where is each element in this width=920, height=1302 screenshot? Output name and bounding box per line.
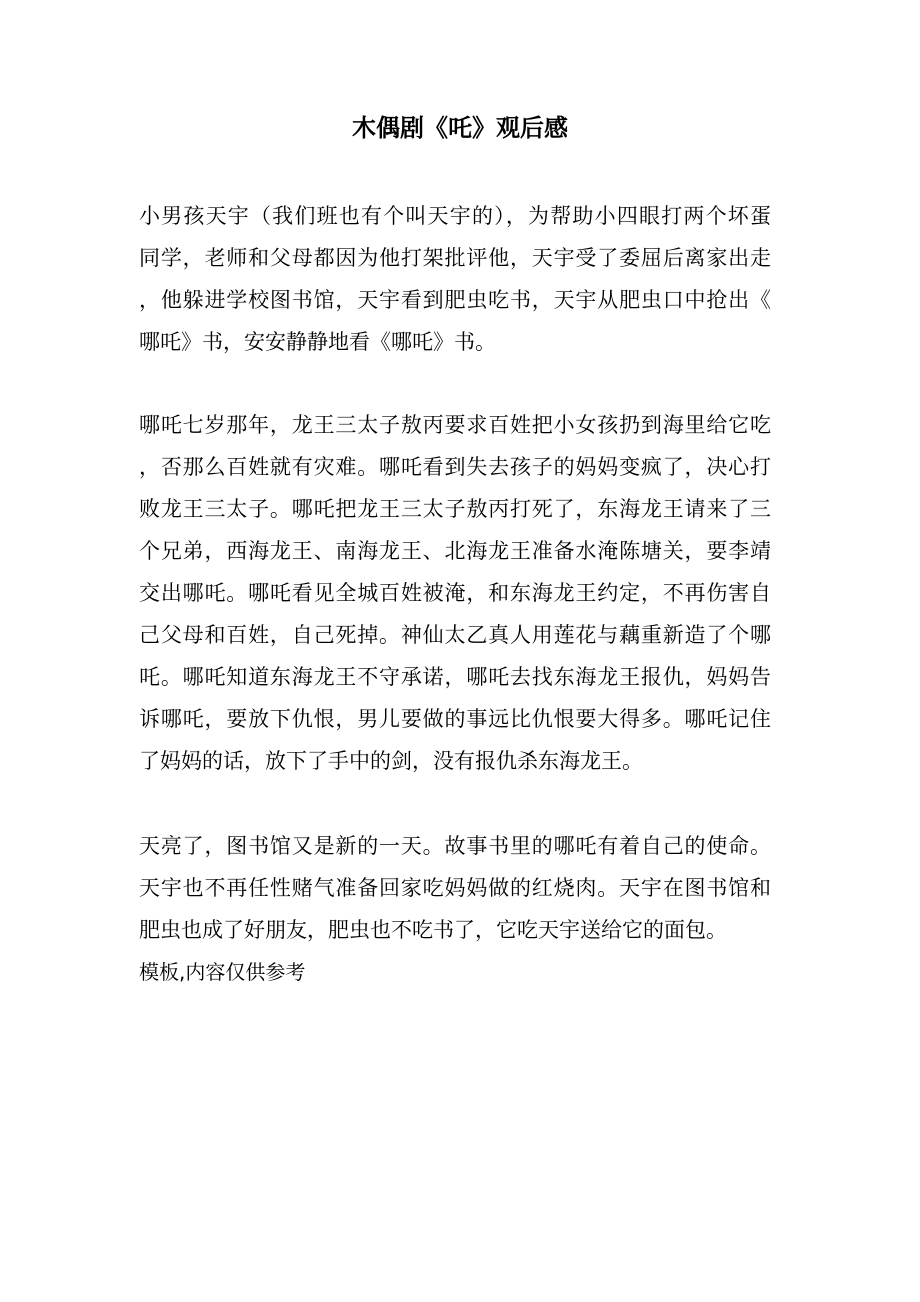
paragraph-line: 天亮了，图书馆又是新的一天。故事书里的哪吒有着自己的使命。 xyxy=(139,834,771,858)
paragraph-line: 交出哪吒。哪吒看见全城百姓被淹，和东海龙王约定，不再伤害自 xyxy=(139,581,771,605)
paragraph-line: 败龙王三太子。哪吒把龙王三太子敖丙打死了，东海龙王请来了三 xyxy=(139,497,771,521)
paragraph-line: 个兄弟，西海龙王、南海龙王、北海龙王准备水淹陈塘关，要李靖 xyxy=(139,539,771,563)
paragraph-line: ，他躲进学校图书馆，天宇看到肥虫吃书，天宇从肥虫口中抢出《 xyxy=(139,288,771,312)
paragraph-line: 哪吒》书，安安静静地看《哪吒》书。 xyxy=(139,330,496,354)
paragraph-line: 肥虫也成了好朋友，肥虫也不吃书了，它吃天宇送给它的面包。 xyxy=(139,918,727,942)
paragraph-line: 诉哪吒，要放下仇恨，男儿要做的事远比仇恨要大得多。哪吒记住 xyxy=(139,707,771,731)
template-disclaimer: 模板,内容仅供参考 xyxy=(139,960,306,984)
paragraph-line: 了妈妈的话，放下了手中的剑，没有报仇杀东海龙王。 xyxy=(139,749,643,773)
document-title: 木偶剧《吒》观后感 xyxy=(352,113,568,142)
paragraph-line: 天宇也不再任性赌气准备回家吃妈妈做的红烧肉。天宇在图书馆和 xyxy=(139,876,771,900)
paragraph-line: 哪吒七岁那年，龙王三太子敖丙要求百姓把小女孩扔到海里给它吃 xyxy=(139,413,771,437)
paragraph-line: 同学，老师和父母都因为他打架批评他，天宇受了委屈后离家出走 xyxy=(139,246,771,270)
paragraph-line: 小男孩天宇（我们班也有个叫天宇的），为帮助小四眼打两个坏蛋 xyxy=(139,204,771,228)
paragraph-line: 吒。哪吒知道东海龙王不守承诺，哪吒去找东海龙王报仇，妈妈告 xyxy=(139,665,771,689)
paragraph-line: ，否那么百姓就有灾难。哪吒看到失去孩子的妈妈变疯了，决心打 xyxy=(139,455,771,479)
paragraph-line: 己父母和百姓，自己死掉。神仙太乙真人用莲花与藕重新造了个哪 xyxy=(139,623,771,647)
